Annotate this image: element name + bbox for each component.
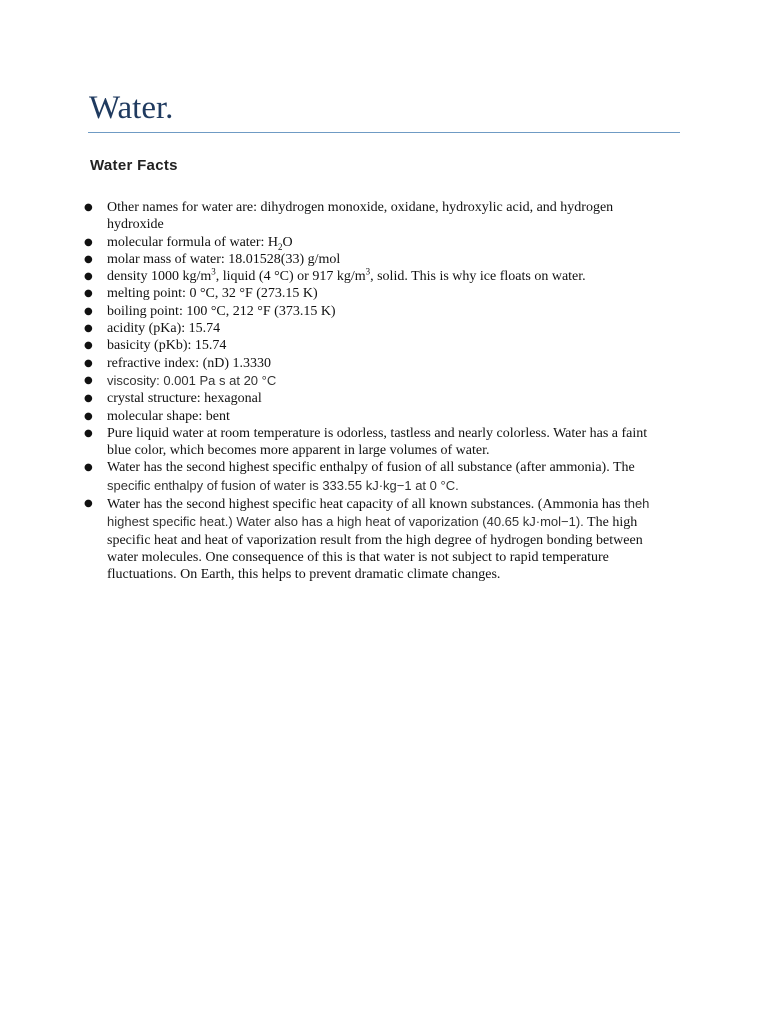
bullet-icon: ● (84, 410, 93, 422)
bullet-icon: ● (84, 357, 93, 369)
fact-item-color: ● Pure liquid water at room temperature is odorless, tastless and nearly colorless. Water has a faint blue color, which becomes more apparent in large volumes of water. (84, 425, 648, 459)
bullet-icon: ● (84, 271, 93, 283)
fact-item-crystal: ● crystal structure: hexagonal (84, 391, 262, 407)
fact-item-names: ● Other names for water are: dihydrogen monoxide, oxidane, hydroxylic acid, and hydrogen hydroxide (84, 200, 614, 233)
fact-item-viscosity: ● viscosity: 0.001 Pa s at 20 °C (84, 372, 277, 388)
page-title: Water. (89, 90, 174, 126)
fact-item-molar-mass: ● molar mass of water: 18.01528(33) g/mol (84, 251, 341, 267)
bullet-icon: ● (84, 427, 93, 439)
fact-item-basicity: ● basicity (pKb): 15.74 (84, 338, 227, 354)
bullet-icon: ● (84, 253, 93, 265)
fact-item-boiling: ● boiling point: 100 °C, 212 °F (373.15 K) (84, 303, 336, 319)
fact-item-fusion: ● Water has the second highest specific enthalpy of fusion of all substance (after ammonia). The specific enthalpy of fusion of water is 333.55 kJ·kg−1 at 0 °C. (84, 460, 635, 493)
bullet-icon: ● (84, 288, 93, 300)
bullet-icon: ● (84, 393, 93, 405)
bullet-icon: ● (84, 374, 93, 386)
fact-item-formula: ● molecular formula of water: $H_2O$ (84, 234, 293, 252)
section-heading: Water Facts (90, 157, 178, 174)
bullet-icon: ● (84, 462, 93, 474)
fact-item-density: ● density 1000 $kg/m^3$, liquid (4 °C) or 917 $kg/m^3$, solid. This is why ice floats on water. (84, 266, 586, 285)
bullet-icon: ● (84, 236, 93, 248)
title-divider (88, 132, 680, 133)
fact-item-acidity: ● acidity (pKa): 15.74 (84, 321, 221, 337)
fact-item-refractive: ● refractive index: (nD) 1.3330 (84, 355, 272, 371)
bullet-icon: ● (84, 498, 93, 510)
facts-list (78, 199, 658, 584)
bullet-icon: ● (84, 340, 93, 352)
bullet-icon: ● (84, 202, 93, 213)
fact-item-melting: ● melting point: 0 °C, 32 °F (273.15 K) (84, 286, 318, 302)
bullet-icon: ● (84, 305, 93, 317)
fact-item-shape: ● molecular shape: bent (84, 408, 230, 424)
bullet-icon: ● (84, 323, 93, 335)
fact-item-heat-capacity: ● Water has the second highest specific heat capacity of all known substances. (Ammonia has theh highest specific heat.) Water also has a high heat of vaporization (40.65 kJ·mol−1). The high specific heat and heat of vaporization result from the high degree of hydrogen bonding between water molecules. One consequence of this is that water is not subject to rapid temperature fluctuations. On Earth, this helps to prevent dramatic climate changes. (84, 496, 650, 583)
